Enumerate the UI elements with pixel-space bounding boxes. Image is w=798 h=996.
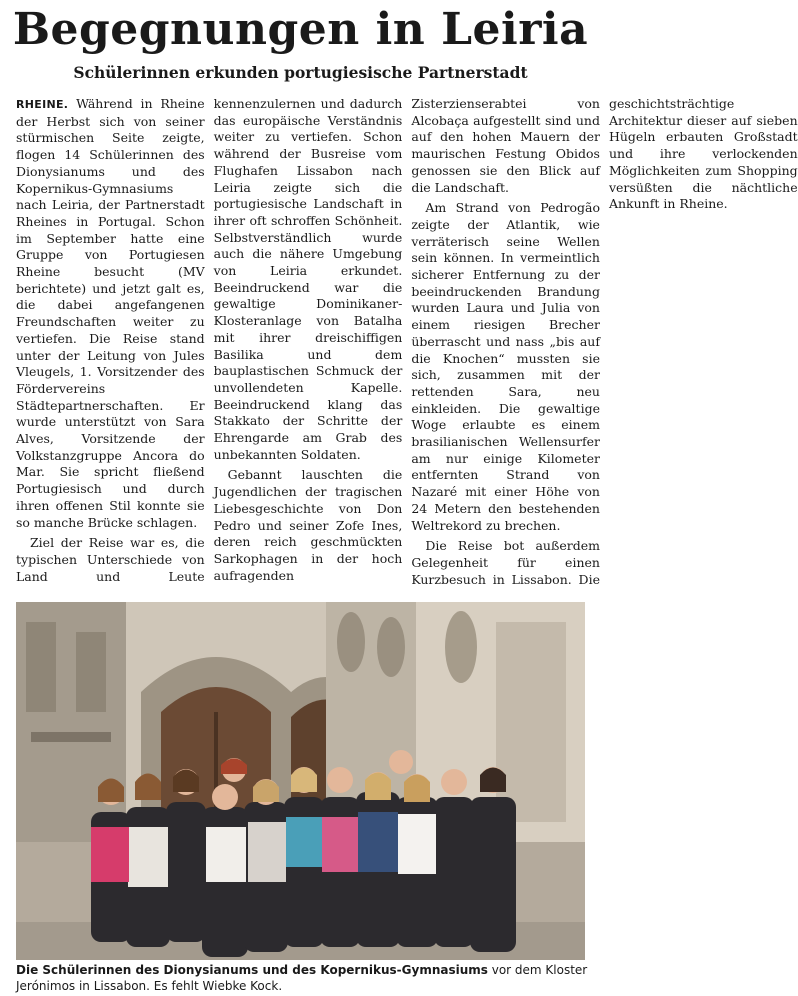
subheadline: Schülerinnen erkunden portugiesische Partnerstadt [73,63,528,82]
group-photo [16,602,585,960]
article-paragraph: RHEINE. Während in Rheine der Herbst sich von seiner stürmischen Seite zeigte, flogen 14 Schülerinnen des Dionysianums und des Kopernikus-Gymnasiums nach Leiria, der Partnerstadt Rheines in Portugal. Schon im September hatte eine Gruppe von Portugiesen Rheine besucht (MV berichtete) und jetzt galt es, die dabei angefangenen Freundschaften weiter zu vertiefen. Die Reise stand unter der Leitung von Jules Vleugels, 1. Vorsitzender des Fördervereins Städtepartnerschaften. Er wurde unterstützt von Sara Alves, Vorsitzende der Volkstanzgruppe Ancora do Mar. Sie spricht fließend Portugiesisch und durch ihren offenen Stil konnte sie so manche Brücke schlagen. [16,96,205,530]
article-paragraph: Am Strand von Pedrogão zeigte der Atlantik, wie verräterisch seine Wellen sein können. In vermeintlich sicherer Entfernung zu der beeindruckenden Brandung wurden Laura und Julia von einem riesigen Brecher überrascht und nass „bis auf die Knochen“ mussten sie sich, zusammen mit der rettenden Sara, neu einkleiden. Die gewaltige Woge erlaubte es einem brasilianischen Wellensurfer am nur einige Kilometer entfernten Strand von Nazaré mit einer Höhe von 24 Metern den bestehenden Weltrekord zu brechen. [411,200,600,533]
students-group [91,750,516,957]
article-paragraph: Ziel der Reise war es, die typischen Unterschiede von Land und Leute kennenzulernen und dadurch das europäische Verständnis weiter zu vertiefen. Schon während der Busreise vom Flughafen Lissabon nach Leiria zeigte sich die portugiesische Landschaft in ihrer oft schroffen Schönheit. Selbstverständlich wurde auch die nähere Umgebung von Leiria erkundet. Beeindruckend war die gewaltige Dominikaner-Klosteranlage von Batalha mit ihrer dreischiffigen Basilika und dem bauplastischen Schmuck der unvollendeten Kapelle. Beeindruckend klang das Stakkato der Schritte der Ehrengarde am Grab des unbekannten Soldaten. [16,96,403,584]
article-body [16,96,798,596]
headline: Begegnungen in Leiria [12,4,589,55]
photo-caption [16,962,588,994]
caption-text: vor dem Kloster Jerónimos in Lissabon. Es fehlt Wiebke Kock. [16,963,588,993]
dateline: RHEINE. [16,98,69,111]
caption-bold: Die Schülerinnen des Dionysianums und des Kopernikus-Gymnasiums [16,963,488,977]
article-paragraph: Gebannt lauschten die Jugendlichen der tragischen Liebesgeschichte von Don Pedro und seiner Zofe Ines, deren reich geschmückten Sarkophagen in der hoch aufragenden Zisterzienserabtei von Alcobaça aufgestellt sind und auf den hohen Mauern der maurischen Festung Obidos genossen sie den Blick auf die Landschaft. [213,96,600,583]
article-paragraph: Die Reise bot außerdem Gelegenheit für einen Kurzbesuch in Lissabon. Die geschichtsträchtige Architektur dieser auf sieben Hügeln erbauten Großstadt und ihre verlockenden Möglichkeiten zum Shopping versüßten die nächtliche Ankunft in Rheine. [411,96,798,587]
